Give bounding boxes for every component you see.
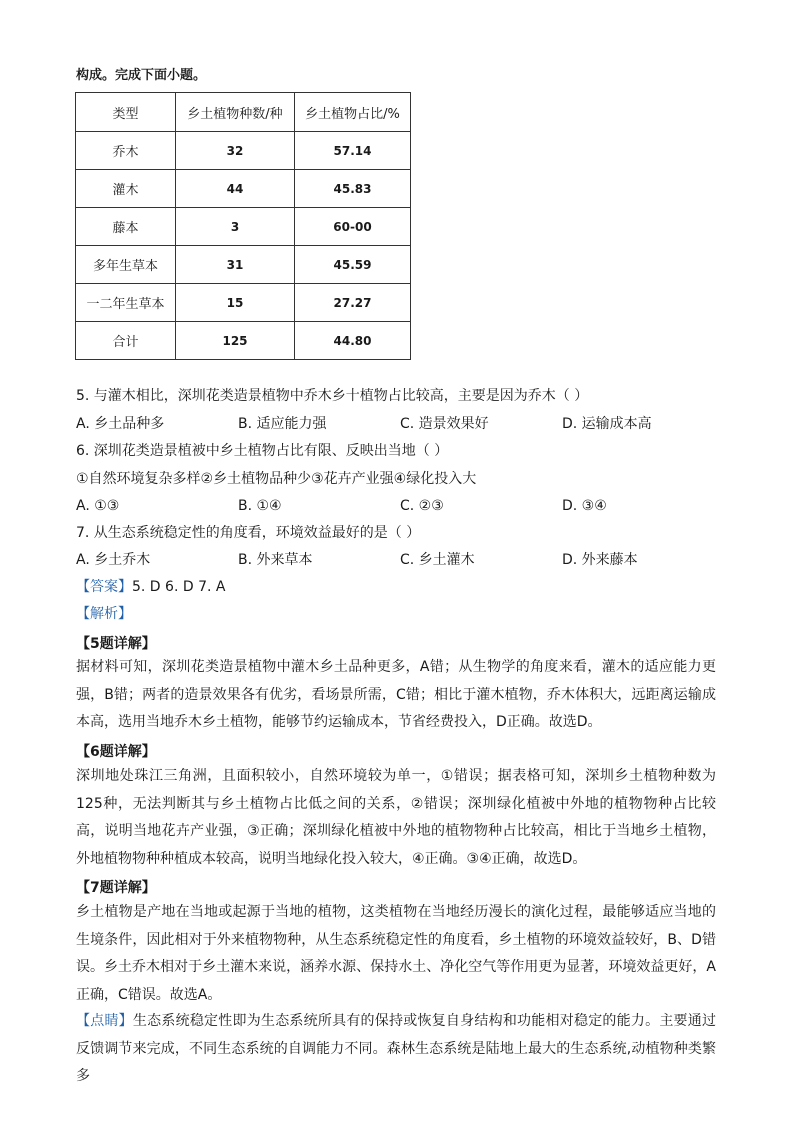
tip-label: 【点睛】 <box>76 1013 133 1029</box>
option-a: A. ①③ <box>76 498 120 514</box>
answer-label: 【答案】 <box>76 579 132 595</box>
option-a: A. 乡土乔木 <box>76 552 151 568</box>
question-5-stem: 5. 与灌木相比，深圳花类造景植物中乔木乡十植物占比较高，主要是因为乔木（ ） <box>76 388 589 404</box>
answer-line <box>76 577 225 597</box>
intro-text: 构成。完成下面小题。 <box>76 68 207 83</box>
row-count: 3 <box>176 208 295 246</box>
detail-6-title: 【6题详解】 <box>76 744 156 760</box>
row-count: 44 <box>176 170 295 208</box>
option-d: D. 运输成本高 <box>562 416 652 432</box>
row-ratio: 27.27 <box>295 284 411 322</box>
option-a: A. 乡土品种多 <box>76 416 165 432</box>
row-ratio: 60-00 <box>295 208 411 246</box>
table-row <box>76 246 411 284</box>
option-c: C. 造景效果好 <box>400 416 489 432</box>
tip-text: 生态系统稳定性即为生态系统所具有的保持或恢复自身结构和功能相对稳定的能力。主要通过反馈调节来完成，不同生态系统的自调能力不同。森林生态系统是陆地上最大的生态系统,动植物种类繁多 <box>76 1013 717 1084</box>
header-ratio: 乡土植物占比/% <box>295 93 411 132</box>
row-type: 多年生草本 <box>76 246 176 284</box>
row-count: 32 <box>176 132 295 170</box>
question-5-options <box>76 414 776 434</box>
row-type: 合计 <box>76 322 176 360</box>
row-ratio: 45.59 <box>295 246 411 284</box>
option-b: B. ①④ <box>238 498 282 514</box>
option-c: C. ②③ <box>400 498 444 514</box>
row-count: 31 <box>176 246 295 284</box>
option-d: D. ③④ <box>562 498 607 514</box>
option-b: B. 外来草本 <box>238 552 313 568</box>
question-6-stem: 6. 深圳花类造景植被中乡土植物占比有限、反映出当地（ ） <box>76 443 449 459</box>
detail-7-title: 【7题详解】 <box>76 880 156 896</box>
detail-6-text: 深圳地处珠江三角洲，且面积较小，自然环境较为单一，①错误；据表格可知，深圳乡土植物种数为125种，无法判断其与乡土植物占比低之间的关系，②错误；深圳绿化植被中外地的植物物种占比较高，说明当地花卉产业强，③正确；深圳绿化植被中外地的植物物种占比较高，相比于当地乡土植物，外地植物物种种植成本较高，说明当地绿化投入较大，④正确。③④正确，故选D。 <box>76 768 716 867</box>
table-row <box>76 170 411 208</box>
row-type: 藤本 <box>76 208 176 246</box>
header-type: 类型 <box>76 93 176 132</box>
header-count: 乡土植物种数/种 <box>176 93 295 132</box>
row-ratio: 45.83 <box>295 170 411 208</box>
row-ratio: 57.14 <box>295 132 411 170</box>
table-row <box>76 322 411 360</box>
row-ratio: 44.80 <box>295 322 411 360</box>
question-7-options <box>76 550 776 570</box>
table-header-row <box>76 93 411 132</box>
table-row <box>76 284 411 322</box>
question-6-options <box>76 496 776 516</box>
analysis-label: 【解析】 <box>76 606 132 622</box>
plant-table <box>75 92 411 360</box>
detail-7-text: 乡土植物是产地在当地或起源于当地的植物，这类植物在当地经历漫长的演化过程，最能够适应当地的生境条件，因此相对于外来植物物种，从生态系统稳定性的角度看，乡土植物的环境效益较好，B、D错误。乡土乔木相对于乡土灌木来说，涵养水源、保持水土、净化空气等作用更为显著，环境效益更好，A正确，C错误。故选A。 <box>76 904 716 1003</box>
question-7-stem: 7. 从生态系统稳定性的角度看，环境效益最好的是（ ） <box>76 525 421 541</box>
tip-paragraph <box>76 1008 716 1091</box>
answer-text: 5. D 6. D 7. A <box>132 579 226 595</box>
table-row <box>76 208 411 246</box>
table-row <box>76 132 411 170</box>
option-c: C. 乡土灌木 <box>400 552 475 568</box>
question-6-items: ①自然环境复杂多样②乡土植物品种少③花卉产业强④绿化投入大 <box>76 471 477 487</box>
option-b: B. 适应能力强 <box>238 416 327 432</box>
option-d: D. 外来藤本 <box>562 552 638 568</box>
row-type: 一二年生草本 <box>76 284 176 322</box>
row-count: 15 <box>176 284 295 322</box>
row-count: 125 <box>176 322 295 360</box>
detail-5-title: 【5题详解】 <box>76 636 156 652</box>
row-type: 灌木 <box>76 170 176 208</box>
row-type: 乔木 <box>76 132 176 170</box>
detail-5-text: 据材料可知，深圳花类造景植物中灌木乡土品种更多，A错；从生物学的角度来看，灌木的适应能力更强，B错；两者的造景效果各有优劣，看场景所需，C错；相比于灌木植物，乔木体积大，远距离运输成本高，选用当地乔木乡土植物，能够节约运输成本，节省经费投入，D正确。故选D。 <box>76 659 716 730</box>
